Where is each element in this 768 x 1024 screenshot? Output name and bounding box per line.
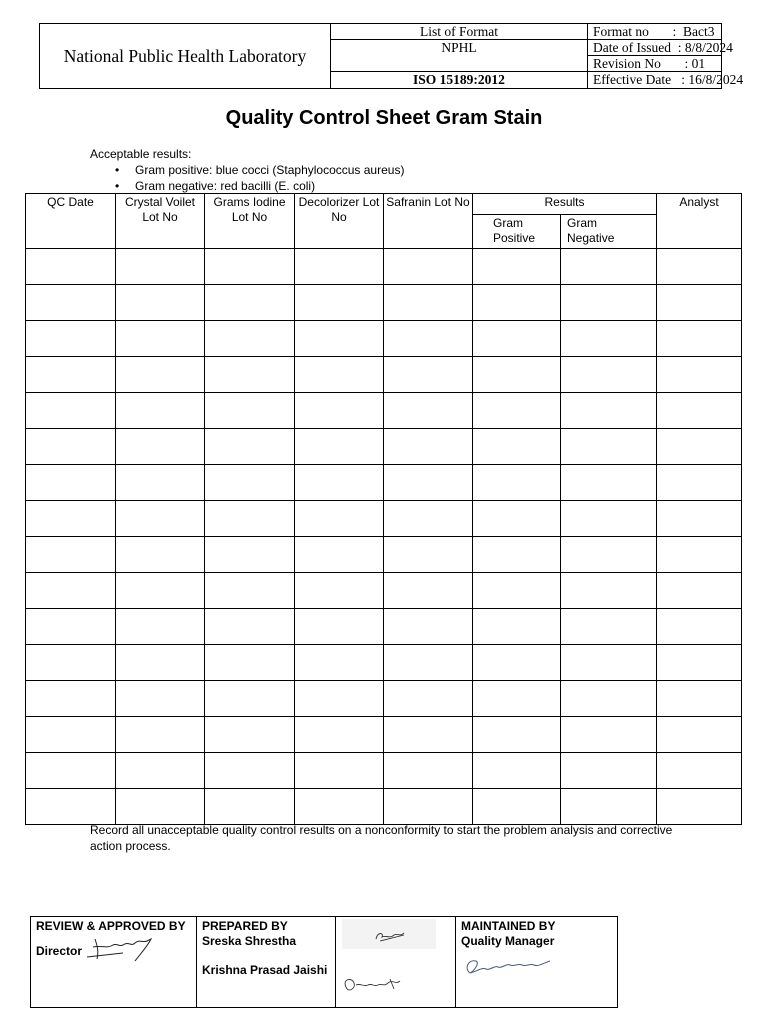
table-cell bbox=[657, 609, 742, 645]
table-cell bbox=[26, 645, 116, 681]
col-crystal-violet: Crystal Voilet Lot No bbox=[116, 194, 205, 249]
header-divider bbox=[331, 39, 721, 40]
org-abbrev: NPHL bbox=[441, 40, 477, 55]
table-cell bbox=[657, 537, 742, 573]
table-cell bbox=[205, 573, 295, 609]
table-cell bbox=[295, 573, 384, 609]
table-cell bbox=[561, 501, 657, 537]
table-cell bbox=[116, 573, 205, 609]
table-cell bbox=[205, 285, 295, 321]
prepared-cell bbox=[197, 917, 336, 1008]
table-cell bbox=[205, 681, 295, 717]
table-cell bbox=[116, 393, 205, 429]
table-cell bbox=[384, 645, 473, 681]
table-cell bbox=[295, 717, 384, 753]
table-cell bbox=[473, 465, 561, 501]
format-info bbox=[331, 24, 588, 88]
table-cell bbox=[384, 393, 473, 429]
table-cell bbox=[116, 429, 205, 465]
table-cell bbox=[205, 645, 295, 681]
table-cell bbox=[384, 573, 473, 609]
table-cell bbox=[561, 681, 657, 717]
list-item: • Gram negative: red bacilli (E. coli) bbox=[135, 178, 404, 194]
table-cell bbox=[26, 753, 116, 789]
table-cell bbox=[295, 285, 384, 321]
table-cell bbox=[384, 285, 473, 321]
table-cell bbox=[384, 537, 473, 573]
table-cell bbox=[657, 321, 742, 357]
date-issued: Date of Issued : 8/8/2024 bbox=[593, 40, 733, 55]
qc-table-body bbox=[26, 249, 742, 825]
table-cell bbox=[295, 393, 384, 429]
table-cell bbox=[384, 249, 473, 285]
table-cell bbox=[473, 537, 561, 573]
table-cell bbox=[295, 609, 384, 645]
table-row bbox=[26, 501, 742, 537]
table-row bbox=[26, 321, 742, 357]
quality-manager-signature bbox=[460, 953, 556, 979]
table-cell bbox=[473, 429, 561, 465]
table-cell bbox=[205, 753, 295, 789]
table-cell bbox=[116, 537, 205, 573]
table-cell bbox=[657, 681, 742, 717]
table-cell bbox=[116, 501, 205, 537]
document-header bbox=[39, 23, 744, 89]
table-cell bbox=[561, 789, 657, 825]
table-cell bbox=[561, 285, 657, 321]
table-cell bbox=[561, 249, 657, 285]
table-cell bbox=[26, 789, 116, 825]
table-cell bbox=[26, 285, 116, 321]
format-no: Format no : Bact3 bbox=[593, 24, 715, 39]
table-cell bbox=[473, 789, 561, 825]
table-cell bbox=[26, 573, 116, 609]
table-cell bbox=[561, 717, 657, 753]
table-cell bbox=[116, 285, 205, 321]
table-row bbox=[26, 357, 742, 393]
table-cell bbox=[657, 429, 742, 465]
table-cell bbox=[657, 789, 742, 825]
prepared-name-1: Sreska Shrestha bbox=[202, 934, 297, 948]
table-cell bbox=[384, 321, 473, 357]
table-cell bbox=[561, 393, 657, 429]
table-cell bbox=[205, 501, 295, 537]
acceptable-heading: Acceptable results: bbox=[90, 147, 192, 161]
table-row bbox=[26, 645, 742, 681]
table-cell bbox=[473, 609, 561, 645]
header-divider bbox=[331, 71, 721, 72]
acceptable-list bbox=[90, 162, 404, 194]
table-cell bbox=[116, 645, 205, 681]
table-cell bbox=[205, 357, 295, 393]
table-cell bbox=[116, 357, 205, 393]
review-heading: REVIEW & APPROVED BY bbox=[36, 919, 186, 933]
document-control bbox=[588, 24, 744, 88]
table-cell bbox=[26, 249, 116, 285]
table-cell bbox=[384, 609, 473, 645]
table-row bbox=[26, 465, 742, 501]
review-cell bbox=[31, 917, 197, 1008]
table-cell bbox=[473, 573, 561, 609]
table-row bbox=[26, 429, 742, 465]
list-of-format: List of Format bbox=[420, 24, 498, 39]
table-cell bbox=[473, 681, 561, 717]
maintained-cell bbox=[456, 917, 618, 1008]
lab-name: National Public Health Laboratory bbox=[40, 24, 331, 88]
table-cell bbox=[384, 429, 473, 465]
table-cell bbox=[561, 645, 657, 681]
table-cell bbox=[657, 249, 742, 285]
table-cell bbox=[116, 753, 205, 789]
table-cell bbox=[384, 753, 473, 789]
col-grams-iodine: Grams Iodine Lot No bbox=[205, 194, 295, 249]
table-cell bbox=[295, 645, 384, 681]
table-cell bbox=[657, 357, 742, 393]
table-cell bbox=[26, 717, 116, 753]
table-cell bbox=[26, 465, 116, 501]
table-cell bbox=[116, 789, 205, 825]
maintained-heading: MAINTAINED BY bbox=[461, 919, 556, 933]
prepared-signatures-cell bbox=[336, 917, 456, 1008]
table-cell bbox=[26, 501, 116, 537]
table-cell bbox=[657, 393, 742, 429]
table-cell bbox=[384, 789, 473, 825]
table-cell bbox=[657, 465, 742, 501]
col-safranin: Safranin Lot No bbox=[384, 194, 473, 249]
table-row bbox=[26, 249, 742, 285]
preparer-signature-2 bbox=[340, 973, 404, 999]
preparer-signature-1 bbox=[342, 919, 436, 949]
table-cell bbox=[295, 537, 384, 573]
table-cell bbox=[116, 321, 205, 357]
header-divider bbox=[588, 55, 721, 56]
table-cell bbox=[473, 249, 561, 285]
table-row bbox=[26, 537, 742, 573]
effective-date: Effective Date : 16/8/2024 bbox=[593, 72, 744, 87]
maintained-role: Quality Manager bbox=[461, 934, 555, 948]
table-row bbox=[26, 573, 742, 609]
table-cell bbox=[473, 753, 561, 789]
table-cell bbox=[473, 393, 561, 429]
table-cell bbox=[205, 249, 295, 285]
col-results: Results bbox=[473, 194, 657, 215]
table-cell bbox=[384, 681, 473, 717]
table-row bbox=[26, 717, 742, 753]
table-cell bbox=[295, 681, 384, 717]
table-cell bbox=[561, 609, 657, 645]
table-cell bbox=[26, 429, 116, 465]
table-cell bbox=[205, 429, 295, 465]
table-row bbox=[26, 285, 742, 321]
table-cell bbox=[473, 501, 561, 537]
table-cell bbox=[295, 753, 384, 789]
table-cell bbox=[561, 465, 657, 501]
table-cell bbox=[295, 321, 384, 357]
revision-no: Revision No : 01 bbox=[593, 56, 706, 71]
table-cell bbox=[657, 573, 742, 609]
table-cell bbox=[26, 357, 116, 393]
table-cell bbox=[657, 753, 742, 789]
prepared-heading: PREPARED BY bbox=[202, 919, 288, 933]
table-cell bbox=[295, 249, 384, 285]
qc-table bbox=[25, 193, 742, 825]
table-cell bbox=[205, 321, 295, 357]
table-cell bbox=[384, 717, 473, 753]
table-cell bbox=[116, 609, 205, 645]
table-cell bbox=[205, 465, 295, 501]
table-cell bbox=[384, 501, 473, 537]
page-title: Quality Control Sheet Gram Stain bbox=[225, 107, 543, 129]
table-cell bbox=[26, 609, 116, 645]
signature-table bbox=[30, 916, 618, 1008]
table-cell bbox=[561, 537, 657, 573]
col-decolorizer: Decolorizer Lot No bbox=[295, 194, 384, 249]
nonconformity-note: Record all unacceptable quality control results on a nonconformity to start the problem analysis and corrective action process. bbox=[90, 823, 673, 853]
iso-standard: ISO 15189:2012 bbox=[413, 72, 505, 87]
table-cell bbox=[205, 789, 295, 825]
table-cell bbox=[26, 393, 116, 429]
col-gram-positive: Gram Positive bbox=[473, 215, 561, 249]
table-cell bbox=[657, 717, 742, 753]
table-row bbox=[26, 681, 742, 717]
director-signature bbox=[83, 933, 161, 965]
table-cell bbox=[561, 429, 657, 465]
table-cell bbox=[384, 357, 473, 393]
table-row bbox=[26, 753, 742, 789]
prepared-name-2: Krishna Prasad Jaishi bbox=[202, 963, 328, 977]
table-row bbox=[26, 609, 742, 645]
review-role: Director bbox=[36, 944, 83, 958]
acceptable-results bbox=[90, 146, 404, 194]
table-cell bbox=[205, 717, 295, 753]
table-cell bbox=[561, 753, 657, 789]
table-cell bbox=[26, 321, 116, 357]
table-cell bbox=[657, 285, 742, 321]
table-cell bbox=[561, 321, 657, 357]
table-cell bbox=[295, 465, 384, 501]
table-cell bbox=[205, 393, 295, 429]
col-analyst: Analyst bbox=[657, 194, 742, 249]
table-cell bbox=[473, 285, 561, 321]
col-gram-negative: Gram Negative bbox=[561, 215, 657, 249]
table-cell bbox=[116, 249, 205, 285]
table-cell bbox=[384, 465, 473, 501]
table-cell bbox=[473, 717, 561, 753]
table-cell bbox=[657, 645, 742, 681]
table-cell bbox=[295, 501, 384, 537]
table-cell bbox=[116, 465, 205, 501]
table-cell bbox=[295, 357, 384, 393]
table-cell bbox=[295, 789, 384, 825]
table-cell bbox=[295, 429, 384, 465]
table-cell bbox=[561, 573, 657, 609]
list-item: • Gram positive: blue cocci (Staphylococcus aureus) bbox=[135, 162, 404, 178]
table-cell bbox=[473, 357, 561, 393]
table-cell bbox=[26, 681, 116, 717]
table-row bbox=[26, 789, 742, 825]
table-cell bbox=[473, 645, 561, 681]
table-cell bbox=[205, 609, 295, 645]
col-qc-date: QC Date bbox=[26, 194, 116, 249]
table-cell bbox=[26, 537, 116, 573]
table-cell bbox=[116, 717, 205, 753]
table-cell bbox=[657, 501, 742, 537]
table-cell bbox=[473, 321, 561, 357]
table-cell bbox=[561, 357, 657, 393]
table-cell bbox=[205, 537, 295, 573]
table-cell bbox=[116, 681, 205, 717]
table-row bbox=[26, 393, 742, 429]
